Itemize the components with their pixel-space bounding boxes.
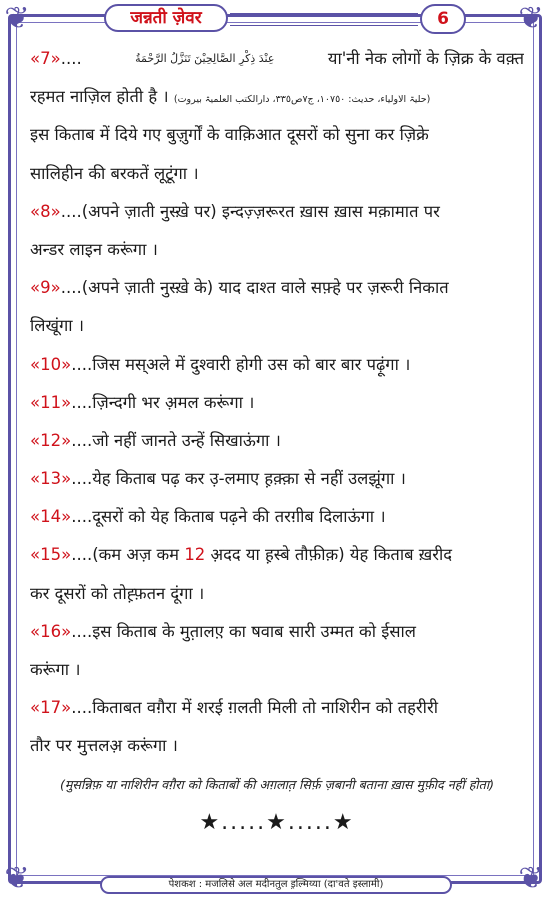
item-8-line-2 — [30, 231, 524, 269]
item-number: «17» — [30, 698, 72, 718]
item-number: «7» — [30, 49, 61, 68]
item-10 — [30, 346, 524, 384]
page-number: 6 — [420, 4, 466, 34]
item-text: ....जिस मस्अले में दुश्वारी होगी उस को बार बार पढ़ूंगा । — [71, 354, 411, 374]
item-text: अन्डर लाइन करूंगा । — [30, 239, 158, 259]
item-9-line-1 — [30, 269, 524, 307]
footnote: (मुसन्निफ़ या नाशिरीन वग़ैरा को किताबों की अग़लात़ सिर्फ़ ज़बानी बताना ख़ास मुफ़ीद नहीं होता) — [59, 776, 494, 792]
item-text: कर दूसरों को तोह़्फ़तन दूंगा । — [30, 583, 205, 603]
item-number: «14» — [30, 507, 72, 527]
item-16-line-1 — [30, 613, 524, 651]
item-8-line-1 — [30, 193, 524, 231]
hadith-reference: (حلیۃ الاولیاء، حدیث: ١٠٧٥٠، ج٧ص٣٣٥، دارالکتب العلمیۃ بیروت) — [173, 94, 431, 106]
item-text: रहमत नाज़िल होती है । — [30, 87, 169, 107]
corner-ornament-icon: ❦ — [4, 861, 30, 896]
item-text: ....(कम अज़ कम — [71, 545, 185, 565]
item-number: «16» — [30, 621, 72, 641]
item-text: ....किताबत वग़ैरा में शरई ग़लती मिली तो नाशिरीन को तहरीरी — [71, 698, 438, 718]
item-16-line-2 — [30, 651, 524, 689]
corner-ornament-icon: ❦ — [4, 1, 30, 36]
item-number: «12» — [30, 430, 72, 450]
item-text: या'नी नेक लोगों के ज़िक्र के वक़्त — [327, 49, 524, 68]
item-number: «11» — [30, 392, 72, 412]
publisher-footer: पेशकश : मजलिसे अल मदीनतुल इ़ल्मिय्या (दा'वते इस्लामी) — [100, 876, 452, 894]
item-text: ....जो नहीं जानते उन्हें सिखाऊंगा । — [71, 430, 281, 450]
item-number: «15» — [30, 545, 72, 565]
item-14 — [30, 498, 524, 536]
item-12 — [30, 422, 524, 460]
header-rule — [230, 13, 418, 26]
item-text: ....येह किताब पढ़ कर उ़-लमाए ह़क़्क़ा से नहीं उलझूंगा । — [71, 469, 406, 489]
item-7-line-3 — [30, 116, 524, 154]
item-text: अ़दद या ह़स्बे तौफ़ीक़) येह किताब ख़रीद — [205, 545, 453, 565]
page-body — [30, 40, 524, 842]
item-17-line-1 — [30, 689, 524, 727]
item-number: «10» — [30, 354, 72, 374]
item-number: «9» — [30, 278, 61, 298]
item-15-line-2 — [30, 575, 524, 613]
item-text: ....इस किताब के मुत़ालए़ का षवाब सारी उम्मत को ईसाल — [71, 621, 416, 641]
item-text: लिखूंगा । — [30, 316, 85, 336]
item-7-line-1: «7».... عِنْدَ ذِكْرِ الصَّالِحِيْنَ تَنَزَّلُ الرَّحْمَةُ या'नी नेक लोगों के ज़िक्र के वक़्त — [30, 40, 524, 78]
item-text: सालिहीन की बरकतें लूटूंगा । — [30, 163, 199, 183]
book-title: जन्नती ज़ेवर — [104, 4, 228, 32]
corner-ornament-icon: ❦ — [518, 861, 544, 896]
item-17-line-2 — [30, 727, 524, 765]
corner-ornament-icon: ❦ — [518, 1, 544, 36]
arabic-quote: عِنْدَ ذِكْرِ الصَّالِحِيْنَ تَنَزَّلُ الرَّحْمَةُ — [135, 52, 275, 65]
item-15-line-1 — [30, 536, 524, 574]
item-quantity: 12 — [184, 545, 206, 565]
item-text: ....(अपने ज़ाती नुस्ख़े के) याद दाश्त वाले सफ़्हे पर ज़रूरी निकात — [60, 278, 449, 298]
item-9-line-2 — [30, 307, 524, 345]
item-text: ....ज़िन्दगी भर अ़मल करूंगा । — [71, 392, 255, 412]
item-text: ....दूसरों को येह किताब पढ़ने की तरग़ीब दिलाऊंगा । — [71, 507, 386, 527]
item-number: «13» — [30, 469, 72, 489]
item-13 — [30, 460, 524, 498]
star-divider: ★.....★.....★ — [199, 809, 355, 835]
item-text: तौर पर मुत्तलअ़ करूंगा । — [30, 736, 178, 756]
item-text: इस किताब में दिये गए बुज़ुर्गों के वाक़िआत दूसरों को सुना कर ज़िक्रे — [30, 125, 429, 145]
item-text: करूंगा । — [30, 660, 81, 679]
item-7-line-2 — [30, 78, 524, 116]
item-text: ....(अपने ज़ाती नुस्ख़े पर) इन्दज़्ज़रूरत ख़ास ख़ास मक़ामात पर — [60, 201, 440, 221]
item-7-line-4 — [30, 155, 524, 193]
item-number: «8» — [30, 201, 61, 221]
item-11 — [30, 384, 524, 422]
